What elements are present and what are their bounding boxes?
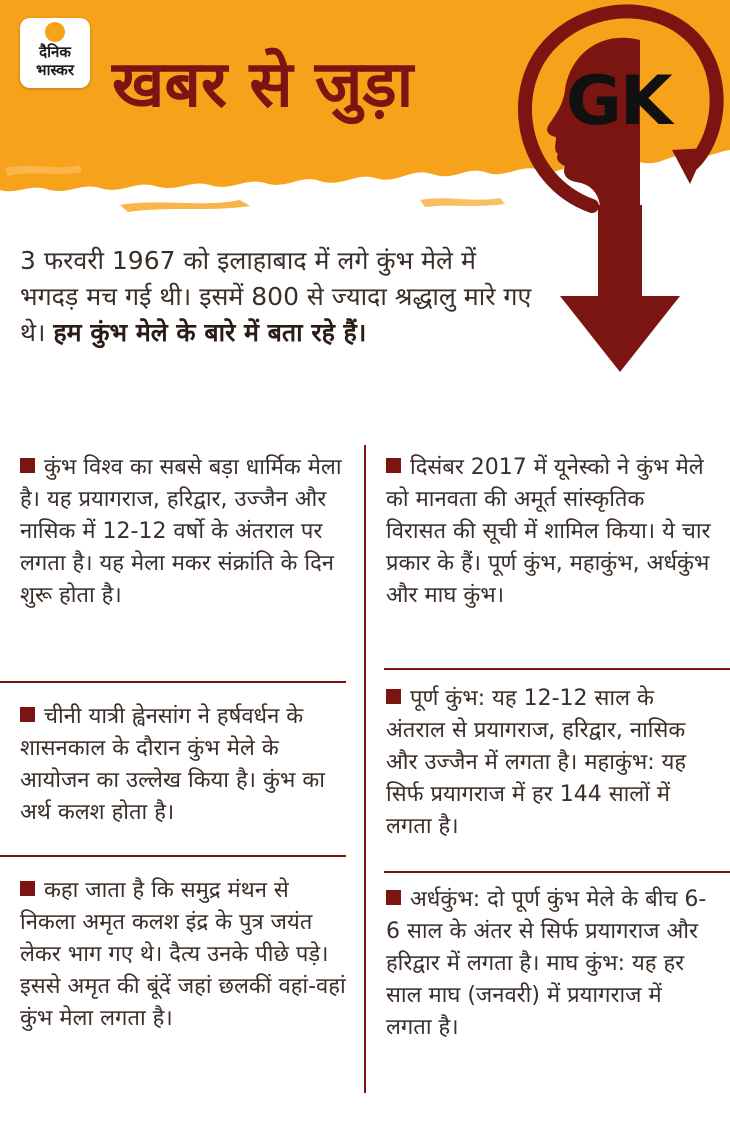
square-bullet-icon [386, 458, 401, 473]
down-arrow-icon [560, 296, 680, 372]
fact-text: चीनी यात्री ह्वेनसांग ने हर्षवर्धन के शासनकाल के दौरान कुंभ मेले के आयोजन का उल्लेख किया है। कुंभ का अर्थ कलश होता है। [20, 704, 325, 825]
intro-bold-text: हम कुंभ मेले के बारे में बता रहे हैं। [53, 318, 367, 347]
fact-item-left-2 [20, 701, 350, 829]
square-bullet-icon [386, 890, 401, 905]
fact-item-right-2 [386, 683, 711, 843]
fact-text: पूर्ण कुंभ: यह 12-12 साल के अंतराल से प्रयागराज, हरिद्वार, नासिक और उज्जैन में लगता है। महाकुंभ: यह सिर्फ प्रयागराज में हर 144 सालों में लगता है। [386, 686, 687, 839]
fact-text: कुंभ विश्व का सबसे बड़ा धार्मिक मेला है। यह प्रयागराज, हरिद्वार, उज्जैन और नासिक में 12-12 वर्षो के अंतराल पर लगता है। यह मेला मकर संक्रांति के दिन शुरू होता है। [20, 455, 342, 608]
fact-item-right-3 [386, 884, 711, 1044]
square-bullet-icon [20, 707, 35, 722]
down-arrow-stem [598, 205, 642, 297]
fact-text: अर्धकुंभ: दो पूर्ण कुंभ मेले के बीच 6-6 साल के अंतर से सिर्फ प्रयागराज और हरिद्वार में लगता है। माघ कुंभ: यह हर साल माघ (जनवरी) में प्रयागराज में लगता है। [386, 887, 707, 1040]
fact-text: दिसंबर 2017 में यूनेस्को ने कुंभ मेले को मानवता की अमूर्त सांस्कृतिक विरासत की सूची में शामिल किया। ये चार प्रकार के हैं। पूर्ण कुंभ, महाकुंभ, अर्धकुंभ और माघ कुंभ। [386, 455, 711, 608]
right-divider-2 [384, 871, 730, 873]
logo-text-line1: दैनिक [39, 43, 71, 61]
fact-item-left-1 [20, 452, 350, 612]
right-divider-1 [384, 668, 730, 670]
intro-paragraph [20, 243, 540, 351]
square-bullet-icon [20, 881, 35, 896]
left-divider-2 [0, 855, 346, 857]
left-divider-1 [0, 681, 346, 683]
fact-text: कहा जाता है कि समुद्र मंथन से निकला अमृत कलश इंद्र के पुत्र जयंत लेकर भाग गए थे। दैत्य उनके पीछे पड़े। इससे अमृत की बूंदें जहां छलकीं वहां-वहां कुंभ मेला लगता है। [20, 878, 346, 1031]
gk-badge: GK [566, 62, 671, 141]
square-bullet-icon [20, 458, 35, 473]
fact-item-right-1 [386, 452, 711, 612]
page-title: खबर से जुड़ा [112, 48, 414, 122]
fact-item-left-3 [20, 875, 350, 1035]
logo-text-line2: भास्कर [36, 61, 74, 79]
square-bullet-icon [386, 689, 401, 704]
arrow-head-icon [672, 148, 706, 184]
intro-text: 3 फरवरी 1967 को इलाहाबाद में लगे कुंभ मेले में भगदड़ मच गई थी। इसमें 800 से ज्यादा श्रद्धालु मारे गए थे। [20, 246, 532, 347]
column-divider [364, 445, 366, 1093]
